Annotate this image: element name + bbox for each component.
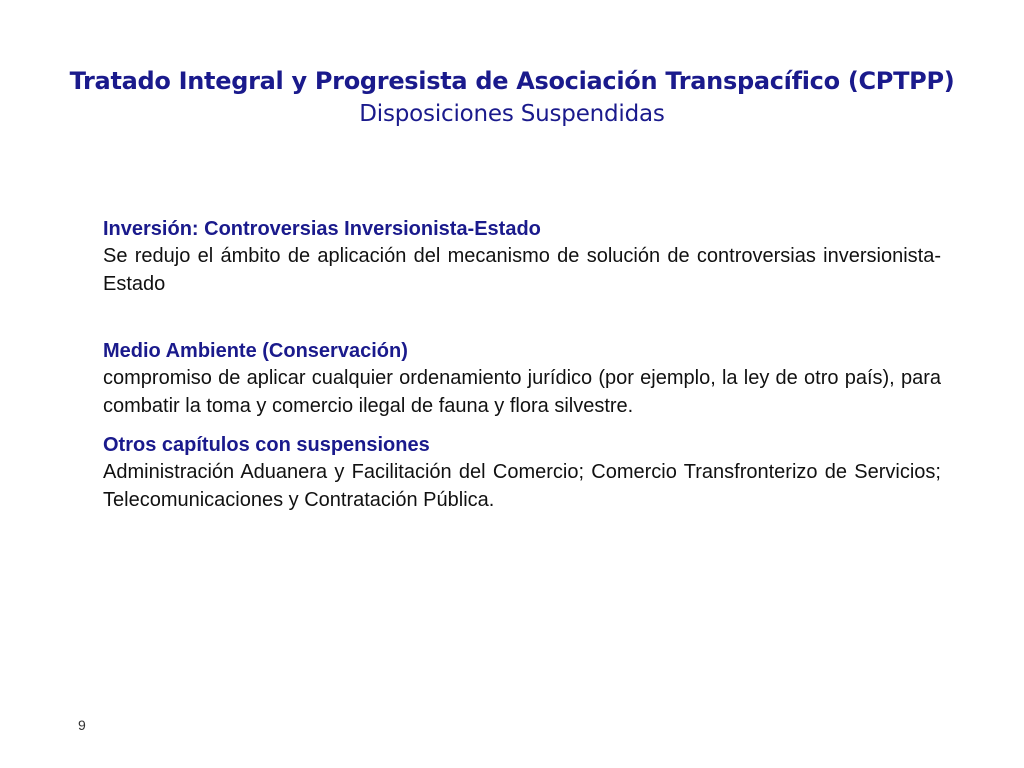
section-heading: Inversión: Controversias Inversionista-Estado [103,218,541,240]
section-inversion [103,216,941,298]
section-body: Administración Aduanera y Facilitación del Comercio; Comercio Transfronterizo de Servicios; Telecomunicaciones y Contratación Pública. [103,461,941,511]
section-heading: Medio Ambiente (Conservación) [103,340,408,362]
spacer [103,420,941,432]
section-otros-capitulos [103,432,941,514]
content-area [103,216,941,514]
section-body: Se redujo el ámbito de aplicación del mecanismo de solución de controversias inversionista-Estado [103,245,941,295]
section-body: compromiso de aplicar cualquier ordenamiento jurídico (por ejemplo, la ley de otro país), para combatir la toma y comercio ilegal de fauna y flora silvestre. [103,367,941,417]
spacer [103,298,941,338]
slide-subtitle: Disposiciones Suspendidas [359,101,665,127]
page-number: 9 [78,717,86,733]
title-block [0,64,1024,130]
section-medio-ambiente [103,338,941,420]
slide-title: Tratado Integral y Progresista de Asociación Transpacífico (CPTPP) [69,67,955,95]
section-heading: Otros capítulos con suspensiones [103,434,430,456]
